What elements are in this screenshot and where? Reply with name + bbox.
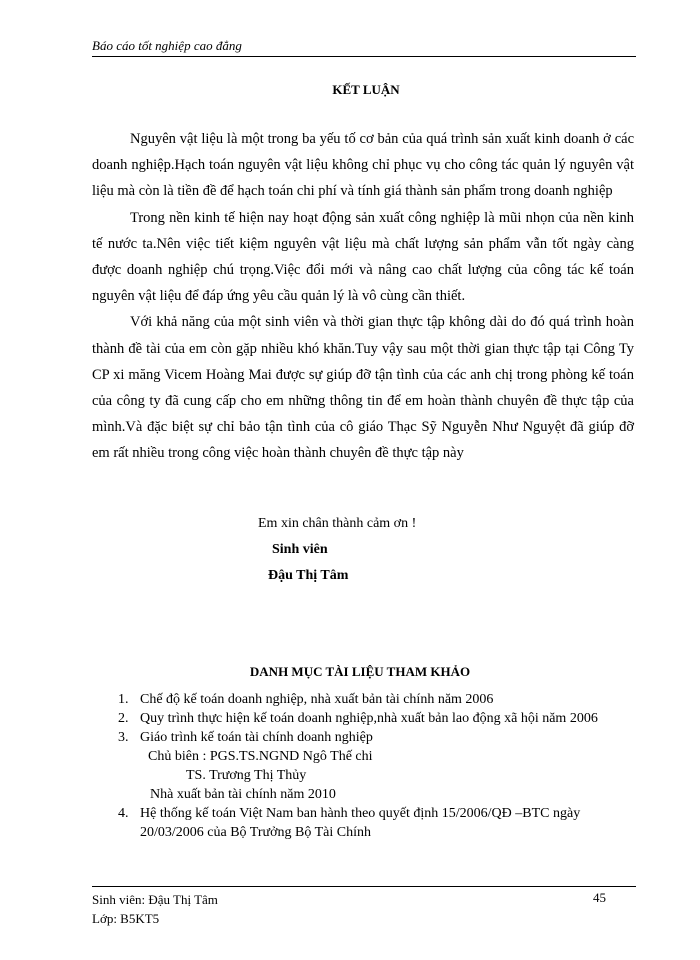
reference-coeditor: TS. Trương Thị Thủy — [186, 768, 307, 783]
paragraph: Với khả năng của một sinh viên và thời gian thực tập không dài do đó quá trình hoàn thành đề tài của em còn gặp nhiều khó khăn.Tuy vậy sau một thời gian thực tập tại Công Ty CP xi măng Vicem Hoàng Mai được sự giúp đỡ tận tình của các anh chị trong phòng kế toán của công ty đã cung cấp cho em những thông tin để em hoàn thành chuyên đề thực tập của mình.Và đặc biệt sự chỉ bảo tận tình của cô giáo Thạc Sỹ Nguyễn Như Nguyệt đã giúp đỡ em rất nhiều trong công việc hoàn thành chuyên đề thực tập này — [92, 314, 634, 462]
footer-info — [92, 890, 218, 928]
reference-number: 2. — [118, 711, 129, 726]
reference-text: Hệ thống kế toán Việt Nam ban hành theo quyết định 15/2006/QĐ –BTC ngày 20/03/2006 của Bộ Trưởng Bộ Tài Chính — [140, 806, 581, 840]
footer-class: Lớp: B5KT5 — [92, 911, 160, 926]
paragraph: Nguyên vật liệu là một trong ba yếu tố cơ bản của quá trình sản xuất kinh doanh ở các doanh nghiệp.Hạch toán nguyên vật liệu không chỉ phục vụ cho công tác quản lý nguyên vật liệu mà còn là tiền đề để hạch toán chi phí và tính giá thành sản phẩm trong doanh nghiệp — [92, 131, 634, 200]
reference-item — [118, 728, 638, 804]
thanks-line: Em xin chân thành cảm ơn ! — [258, 516, 417, 531]
reference-publisher: Nhà xuất bản tài chính năm 2010 — [150, 787, 336, 802]
conclusion-body — [92, 126, 634, 467]
reference-editor: Chủ biên : PGS.TS.NGND Ngô Thế chi — [148, 749, 373, 764]
footer-rule — [92, 886, 636, 887]
reference-number: 4. — [118, 806, 129, 821]
reference-text: Chế độ kế toán doanh nghiệp, nhà xuất bản tài chính năm 2006 — [140, 692, 494, 707]
page-number: 45 — [593, 890, 606, 905]
header-rule — [92, 56, 636, 57]
conclusion-title: KẾT LUẬN — [332, 82, 400, 97]
reference-item — [118, 709, 638, 728]
page-header: Báo cáo tốt nghiệp cao đẳng — [92, 38, 242, 53]
reference-item — [118, 690, 638, 709]
reference-number: 3. — [118, 730, 129, 745]
reference-number: 1. — [118, 692, 129, 707]
reference-text: Quy trình thực hiện kế toán doanh nghiệp,nhà xuất bản lao động xã hội năm 2006 — [140, 711, 598, 726]
footer-student: Sinh viên: Đậu Thị Tâm — [92, 892, 218, 907]
signer-role: Sinh viên — [272, 542, 328, 557]
reference-text: Giáo trình kế toán tài chính doanh nghiệp — [140, 730, 373, 745]
reference-item — [118, 804, 638, 842]
paragraph: Trong nền kinh tế hiện nay hoạt động sản xuất công nghiệp là mũi nhọn của nền kinh tế nước ta.Nên việc tiết kiệm nguyên vật liệu mà chất lượng sản phẩm vẫn tốt ngày càng được doanh nghiệp chú trọng.Việc đổi mới và nâng cao chất lượng của công tác kế toán nguyên vật liệu để đáp ứng yêu cầu quản lý là vô cùng cần thiết. — [92, 209, 634, 305]
signer-name: Đậu Thị Tâm — [268, 568, 349, 583]
references-title: DANH MỤC TÀI LIỆU THAM KHẢO — [249, 664, 471, 679]
references-list — [118, 690, 638, 842]
